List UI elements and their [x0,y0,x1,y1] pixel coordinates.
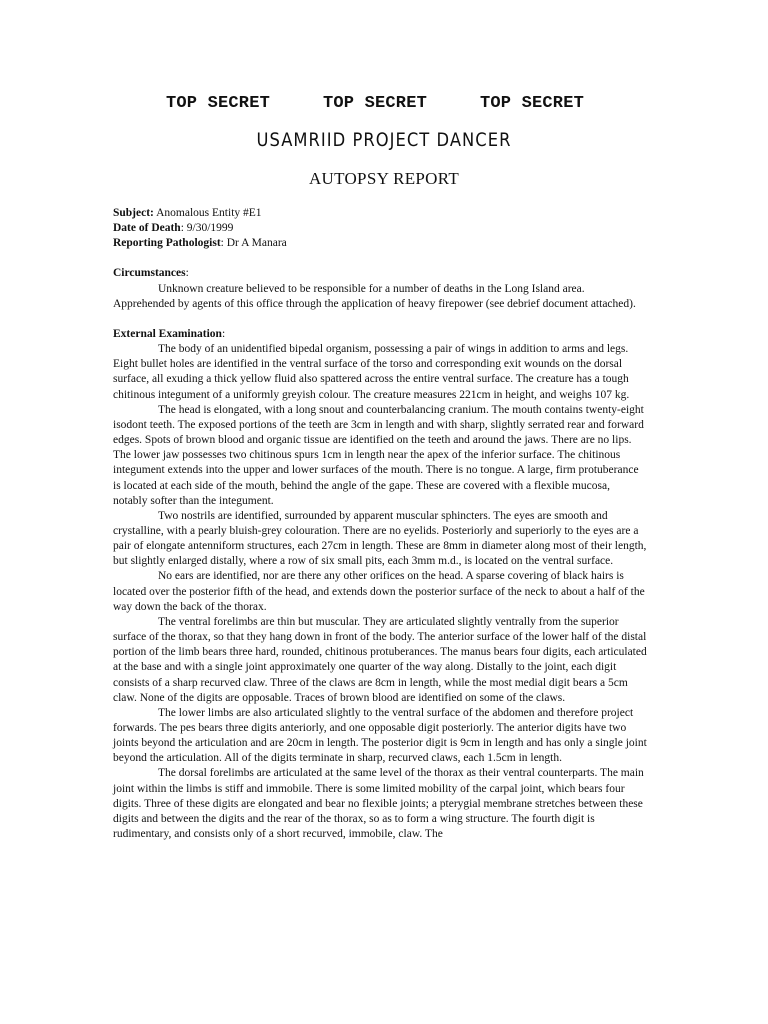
subject-line [113,206,647,221]
external-examination-heading-colon: : [221,327,226,340]
pathologist-value: : Dr A Manara [220,237,287,250]
external-paragraph-2: The head is elongated, with a long snout and counterbalancing cranium. The mouth contains twenty-eight isodont teeth. The exposed portions of the teeth are 3cm in length and with sharp, slightly serrated rear and forward edges. Spots of brown blood and organic tissue are identified on the teeth and around the jaws. There are no lips. The lower jaw possesses two chitinous spurs 1cm in length near the apex of the inferior surface. The chitinous integument extends into the upper and lower surfaces of the mouth. There is no tongue. A large, firm protuberance is located at each side of the mouth, behind the angle of the gape. These are covered with a flexible mucosa, notably softer than the integument. [113,403,644,507]
circumstances-heading-label: Circumstances [113,267,186,280]
classification-label-2: TOP SECRET [323,94,428,113]
pathologist-line [113,236,647,251]
report-body [113,206,647,842]
pathologist-label: Reporting Pathologist [113,237,221,250]
date-of-death-value: : 9/30/1999 [180,222,234,235]
external-paragraph-4: No ears are identified, nor are there any other orifices on the head. A sparse covering of black hairs is located over the posterior fifth of the head, and extends down the posterior surface of the neck to about a half of the way down the back of the thorax. [113,570,645,613]
external-paragraph-5: The ventral forelimbs are thin but muscular. They are articulated slightly ventrally from the superior surface of the thorax, so that they hang down in front of the body. The anterior surface of the lower half of the distal portion of the limb bears three hard, rounded, chitinous protuberances. The manus bears four digits, each articulated at the base and with a single joint approximately one quarter of the way along. Distally to the joint, each digit consists of a sharp recurved claw. Three of the claws are 8cm in length, while the most medial digit bears a 5cm claw. None of the digits are opposable. Traces of brown blood are identified on some of the claws. [113,615,647,704]
circumstances-heading [113,266,647,281]
classification-label-1: TOP SECRET [166,94,271,113]
external-paragraph-1: The body of an unidentified bipedal organism, possessing a pair of wings in addition to arms and legs. Eight bullet holes are identified in the ventral surface of the torso and corresponding exit wounds on the dorsal surface, all exuding a thick yellow fluid also spattered across the entire ventral surface. The creature has a tough chitinous integument of a uniformly greyish colour. The creature measures 221cm in height, and weighs 107 kg. [113,343,630,401]
external-paragraph-3: Two nostrils are identified, surrounded by apparent muscular sphincters. The eyes are smooth and crystalline, with a pearly bluish-grey colouration. There are no eyelids. Posteriorly and superiorly to the eyes are a pair of elongate antenniform structures, each 27cm in length. These are 8mm in diameter along most of their length, but slightly enlarged distally, where a row of six small pits, each 3mm m.d., is located on the ventral surface. [113,509,647,568]
classification-label-3: TOP SECRET [480,94,585,113]
date-of-death-line [113,221,647,236]
external-paragraph-7: The dorsal forelimbs are articulated at the same level of the thorax as their ventral counterparts. The main joint within the limbs is stiff and immobile. There is some limited mobility of the carpal joint, which bears four digits. Three of these digits are elongated and bear no flexible joints; a pterygial membrane stretches between these digits and between the digits and the rear of the thorax, so as to form a wing structure. The fourth digit is rudimentary, and consists only of a short recurved, immobile, claw. The [113,767,644,841]
classification-banner [0,94,768,114]
external-examination-heading-label: External Examination [113,327,222,340]
project-title: USAMRIID PROJECT DANCER [256,129,512,151]
circumstances-paragraph-2: Apprehended by agents of this office through the application of heavy firepower (see debrief document attached). [113,297,636,310]
subject-value: Anomalous Entity #E1 [153,207,262,219]
external-paragraph-6: The lower limbs are also articulated slightly to the ventral surface of the abdomen and therefore project forwards. The pes bears three digits anteriorly, and one opposable digit posteriorly. The anterior digits have two joints beyond the articulation and are 20cm in length. The posterior digit is 9cm in length and has only a single joint beyond the articulation. All of the digits terminate in sharp, recurved claws, each 1.5cm in length. [113,706,647,765]
report-title: AUTOPSY REPORT [308,169,460,188]
circumstances-heading-colon: : [185,267,189,280]
external-examination-heading [113,327,647,342]
subject-label: Subject: [113,207,154,219]
circumstances-paragraph-1: Unknown creature believed to be responsible for a number of deaths in the Long Island area. [158,282,585,295]
date-of-death-label: Date of Death [113,222,181,235]
